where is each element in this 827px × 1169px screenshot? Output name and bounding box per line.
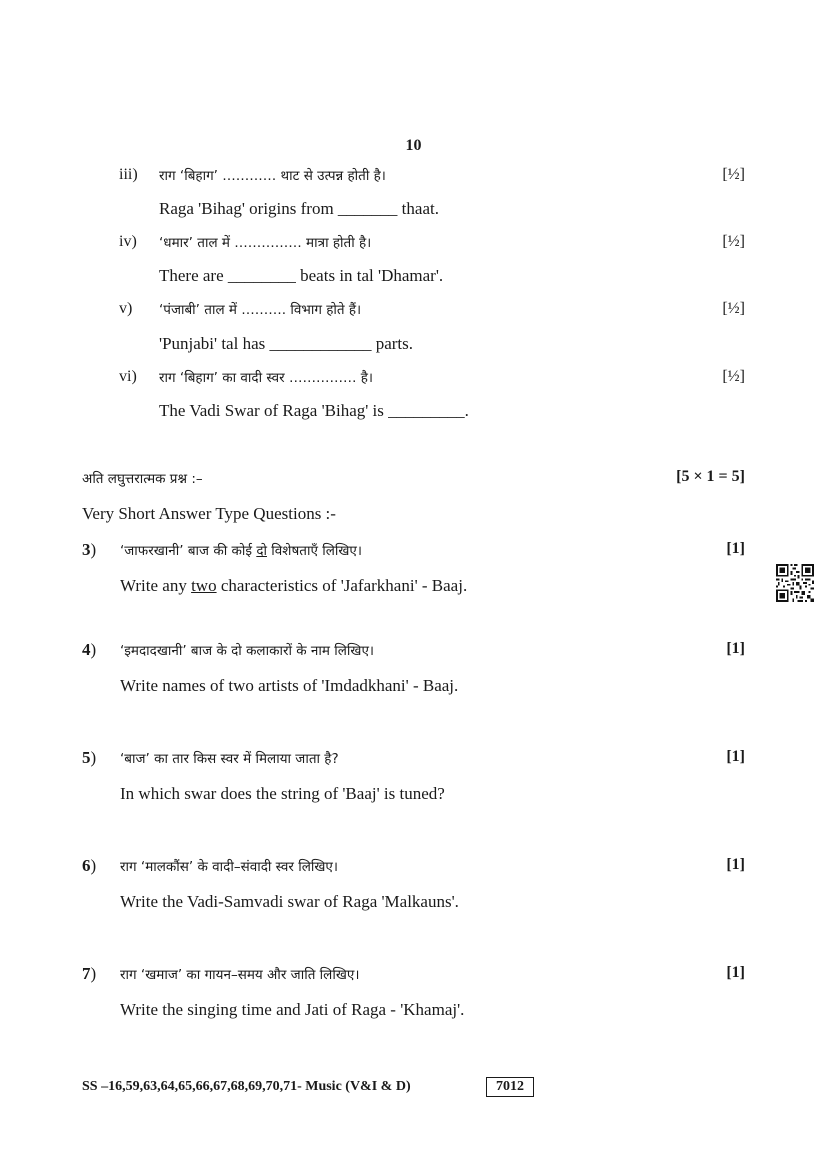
question-5-hindi: ‘बाज’ का तार किस स्वर में मिलाया जाता है? (120, 751, 339, 767)
blank-vi-marks: [½] (722, 368, 745, 385)
question-4-number: 4) (82, 640, 97, 659)
page-number: 10 (405, 137, 422, 154)
question-3-hindi: ‘जाफरखानी’ बाज की कोई दो विशेषताएँ लिखिए। (120, 543, 362, 559)
qr-code-icon (776, 564, 814, 602)
blank-vi-hindi: राग ‘बिहाग’ का वादी स्वर …………… है। (159, 370, 374, 386)
blank-iv-number: iv) (119, 233, 137, 250)
blank-iii-hindi: राग ‘बिहाग’ ………… थाट से उत्पन्न होती है। (159, 168, 386, 184)
blank-iii-marks: [½] (722, 166, 745, 183)
section-title-english: Very Short Answer Type Questions :- (82, 504, 336, 523)
question-5-number: 5) (82, 748, 97, 767)
question-5-marks: [1] (726, 748, 745, 765)
blank-iii-english: Raga 'Bihag' origins from _______ thaat. (159, 199, 439, 218)
footer-paper-code: SS –16,59,63,64,65,66,67,68,69,70,71- Music (V&I & D) (82, 1079, 411, 1094)
question-5-english: In which swar does the string of 'Baaj' is tuned? (120, 784, 445, 803)
question-6-marks: [1] (726, 856, 745, 873)
section-title-hindi: अति लघुत्तरात्मक प्रश्न :– (82, 471, 203, 487)
question-7-hindi: राग ‘खमाज’ का गायन–समय और जाति लिखिए। (120, 967, 360, 983)
blank-iv-marks: [½] (722, 233, 745, 250)
question-7-number: 7) (82, 964, 97, 983)
blank-iii-number: iii) (119, 166, 138, 183)
blank-iv-hindi: ‘धमार’ ताल में …………… मात्रा होती है। (159, 235, 372, 251)
blank-v-hindi: ‘पंजाबी’ ताल में ………. विभाग होते हैं। (159, 302, 362, 318)
question-7-english: Write the singing time and Jati of Raga - 'Khamaj'. (120, 1000, 465, 1019)
blank-v-english: 'Punjabi' tal has ____________ parts. (159, 334, 414, 353)
question-3-marks: [1] (726, 540, 745, 557)
question-6-number: 6) (82, 856, 97, 875)
footer-code-box: 7012 (486, 1077, 534, 1097)
question-6-english: Write the Vadi-Samvadi swar of Raga 'Malkauns'. (120, 892, 459, 911)
question-7-marks: [1] (726, 964, 745, 981)
section-marks: [5 × 1 = 5] (676, 468, 745, 485)
question-3-english: Write any two characteristics of 'Jafarkhani' - Baaj. (120, 576, 468, 595)
question-3-number: 3) (82, 540, 97, 559)
blank-iv-english: There are ________ beats in tal 'Dhamar'. (159, 266, 444, 285)
blank-vi-english: The Vadi Swar of Raga 'Bihag' is _________. (159, 401, 469, 420)
question-4-hindi: ‘इमदादखानी’ बाज के दो कलाकारों के नाम लिखिए। (120, 643, 375, 659)
blank-vi-number: vi) (119, 368, 137, 385)
question-4-english: Write names of two artists of 'Imdadkhani' - Baaj. (120, 676, 459, 695)
question-6-hindi: राग ‘मालकौंस’ के वादी–संवादी स्वर लिखिए। (120, 859, 338, 875)
blank-v-marks: [½] (722, 300, 745, 317)
blank-v-number: v) (119, 300, 133, 317)
question-4-marks: [1] (726, 640, 745, 657)
